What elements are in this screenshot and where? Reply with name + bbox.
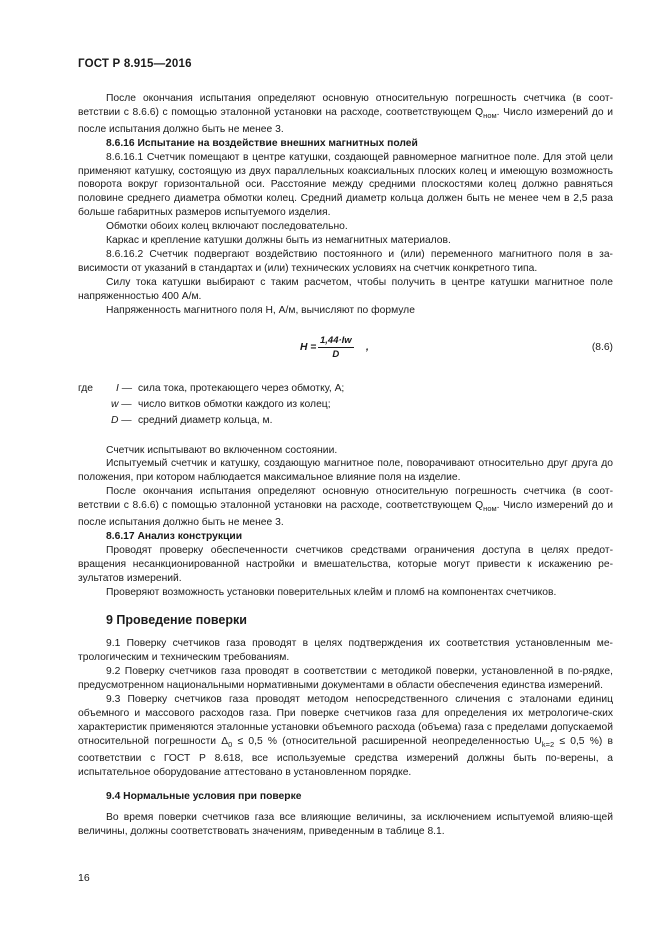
paragraph (78, 693, 613, 779)
paragraph: Проверяют возможность установки поверительных клейм и пломб на компонентах счетчиков. (106, 586, 557, 598)
section-heading-9: 9 Проведение поверки (106, 612, 247, 627)
subscript: k=2 (541, 739, 555, 749)
paragraph: Счетчик испытывают во включенном состоянии. (106, 444, 338, 456)
paragraph: Во время поверки счетчиков газа все влияющие величины, за исключением испытуемой влияю-щей величины, должны соответствовать значениям, приведенным в таблице 8.1. (78, 812, 613, 838)
where-text: число витков обмотки каждого из колец; (138, 398, 331, 410)
text: 9.3 Поверку счетчиков газа проводят методом непосредственного сличения с эталонами единиц объемного и массового расходов газа. При поверке счетчиков газа для определения их метрологиче-ских характеристик применяются эталонные установки объемного расхода (объема) газа с пределами допускаемой относительной погрешности Δ (78, 694, 613, 747)
where-line (78, 398, 613, 414)
paragraph: 8.6.16.1 Счетчик помещают в центре катушки, создающей равномерное магнитное поле. Для этой цели применяют катушку, состоящую из двух параллельных коаксиальных плоских колец и имеющую возможность поворота вокруг горизонтальной оси. Расстояние между средними плоскостями колец должно равняться половине среднего диаметра обмотки колец. Средний диаметр кольца должен быть не менее чем в 2,5 раза больше габаритных размеров испытуемого изделия. (78, 151, 613, 219)
paragraph (78, 485, 613, 530)
text: ≤ 0,5 % (относительной расширенной неопределенностью U (232, 735, 542, 747)
paragraph: 9.2 Поверку счетчиков газа проводят в соответствии с методикой поверки, установленной в по-рядке, предусмотренном национальными нормативными документами в области обеспечения единства измерений. (78, 666, 613, 692)
formula-denominator: D (332, 349, 340, 361)
text: После окончания испытания определяют основную относительную погрешность счетчика (в соот-ветствии с 8.6.6) с помощью эталонной установки на расходе, соответствующем Q (78, 486, 613, 512)
paragraph: Напряженность магнитного поля H, А/м, вычисляют по формуле (106, 304, 415, 316)
section-heading-9-4: 9.4 Нормальные условия при поверке (106, 790, 302, 802)
text: . Число измерений до и после испытания должно быть не менее 3. (78, 500, 613, 529)
document-body (78, 92, 613, 839)
subscript: ном (483, 110, 497, 120)
formula-lhs: H = (300, 341, 317, 353)
subscript: 0 (228, 739, 233, 749)
paragraph: Обмотки обоих колец включают последовательно. (106, 221, 348, 233)
section-heading-8-6-17: 8.6.17 Анализ конструкции (106, 531, 243, 543)
document-header: ГОСТ Р 8.915—2016 (78, 58, 192, 70)
formula-numerator: 1,44·Iw (318, 334, 354, 349)
section-heading-8-6-16: 8.6.16 Испытание на воздействие внешних магнитных полей (106, 137, 418, 149)
text: После окончания испытания определяют основную относительную погрешность счетчика (в соот-ветствии с 8.6.6) с помощью эталонной установки на расходе, соответствующем Q (78, 93, 613, 118)
where-line (78, 414, 613, 430)
paragraph: Силу тока катушки выбирают с таким расчетом, чтобы получить в центре катушки магнитное поле напряженностью 400 А/м. (78, 276, 613, 302)
formula-tail: , (366, 341, 369, 353)
paragraph: 8.6.16.2 Счетчик подвергают воздействию постоянного и (или) переменного магнитного поля в за-висимости от указаний в стандартах и (или) технических условиях на счетчик конкретного типа. (78, 249, 613, 274)
where-symbol: w — (111, 398, 132, 410)
paragraph: 9.1 Поверку счетчиков газа проводят в целях подтверждения их соответствия установленным ме-трологическим и техническим требованиям. (78, 638, 613, 664)
where-symbol: D — (111, 414, 132, 426)
formula-number: (8.6) (591, 341, 613, 353)
where-word: где (78, 382, 94, 394)
where-symbol: I — (116, 382, 133, 394)
text: ≤ 0,5 %) в соответствии с ГОСТ Р 8.618, все используемые средства измерений должны быть по-верены, а испытательное оборудование аттестовано в установленном порядке. (78, 735, 613, 778)
paragraph (78, 92, 613, 137)
page-number: 16 (78, 872, 90, 884)
text: . Число измерений до и после испытания должно быть не менее 3. (78, 106, 613, 135)
paragraph: Каркас и крепление катушки должны быть из немагнитных материалов. (106, 235, 451, 247)
where-text: сила тока, протекающего через обмотку, А; (138, 382, 345, 394)
paragraph: Испытуемый счетчик и катушку, создающую магнитное поле, поворачивают относительно друг друга до положения, при котором наблюдается максимальное влияние поля на изделие. (78, 458, 613, 484)
paragraph: Проводят проверку обеспеченности счетчиков средствами ограничения доступа в целях предот-вращения несанкционированной настройки и вмешательства, которые могут привести к искажению ре-зультатов измерений. (78, 544, 613, 584)
where-text: средний диаметр кольца, м. (138, 414, 273, 426)
where-line (78, 382, 613, 398)
formula-8-6 (78, 324, 613, 370)
formula-fraction (318, 334, 354, 363)
subscript: ном (483, 504, 497, 514)
